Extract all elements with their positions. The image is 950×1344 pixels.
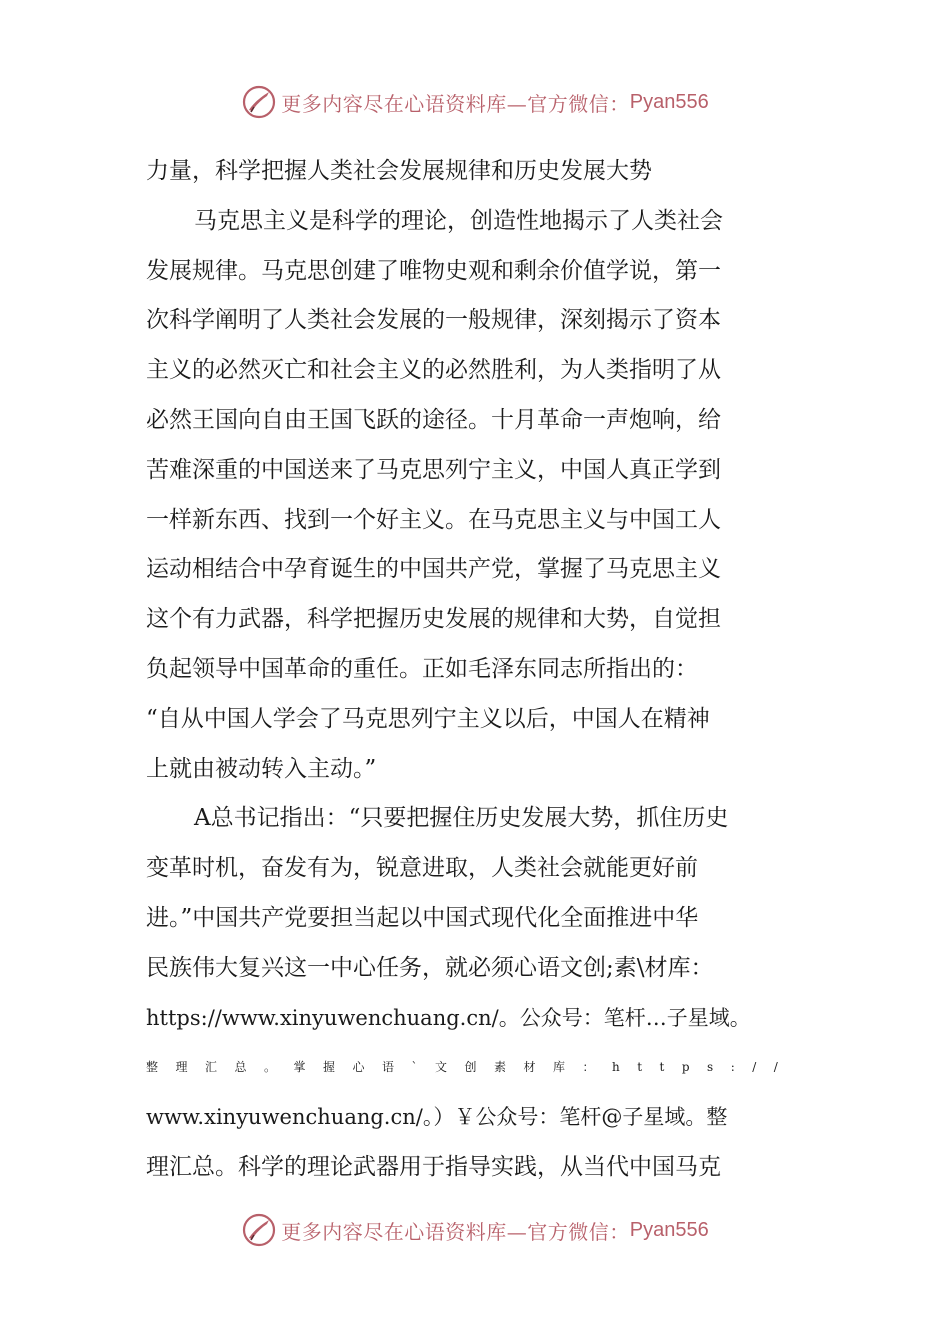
pen-logo-icon [241,84,277,120]
header-banner-text: 更多内容尽在心语资料库—官方微信： [281,91,630,116]
body-line: “自从中国人学会了马克思列宁主义以后，中国人在精神 [146,705,710,732]
footer-banner-contact: Pyan556 [629,1218,709,1241]
body-line: 理汇总。科学的理论武器用于指导实践，从当代中国马克 [146,1153,721,1180]
footer-banner [0,1210,950,1250]
body-line: 进。”中国共产党要担当起以中国式现代化全面推进中华 [146,904,699,931]
paragraph-start-line: A总书记指出：“只要把握住历史发展大势，抓住历史 [194,805,729,832]
body-line: 发展规律。马克思创建了唯物史观和剩余价值学说，第一 [146,257,721,284]
body-line: 苦难深重的中国送来了马克思列宁主义，中国人真正学到 [146,456,721,483]
body-line: 一样新东西、找到一个好主义。在马克思主义与中国工人 [146,506,721,533]
body-line: 上就由被动转入主动。” [146,755,377,782]
footer-banner-text: 更多内容尽在心语资料库—官方微信： [281,1219,630,1244]
header-banner-contact: Pyan556 [629,90,709,113]
body-line-spaced: 整理汇总。掌握心语`文创素材库：https:// [146,1060,796,1075]
body-line: 力量，科学把握人类社会发展规律和历史发展大势 [146,158,652,184]
body-line: 变革时机，奋发有为，锐意进取，人类社会就能更好前 [146,855,698,882]
body-line: 必然王国向自由王国飞跃的途径。十月革命一声炮响，给 [146,406,721,433]
body-line: 民族伟大复兴这一中心任务，就必须心语文创;素\材库： [146,954,714,981]
body-line-url: www.xinyuwenchuang.cn/。）￥公众号：笔杆@子星域。整 [146,1105,728,1130]
document-body [146,147,806,1193]
body-line-url: https://www.xinyuwenchuang.cn/。公众号：笔杆…子星域。 [146,1005,751,1030]
body-line: 这个有力武器，科学把握历史发展的规律和大势，自觉担 [146,606,721,633]
pen-logo-icon [241,1212,277,1248]
body-line: 主义的必然灭亡和社会主义的必然胜利，为人类指明了从 [146,357,721,384]
header-banner [0,82,950,122]
body-line: 次科学阐明了人类社会发展的一般规律，深刻揭示了资本 [146,307,721,334]
paragraph-start-line: 马克思主义是科学的理论，创造性地揭示了人类社会 [194,207,723,234]
body-line: 负起领导中国革命的重任。正如毛泽东同志所指出的： [146,655,698,682]
body-line: 运动相结合中孕育诞生的中国共产党，掌握了马克思主义 [146,556,721,583]
